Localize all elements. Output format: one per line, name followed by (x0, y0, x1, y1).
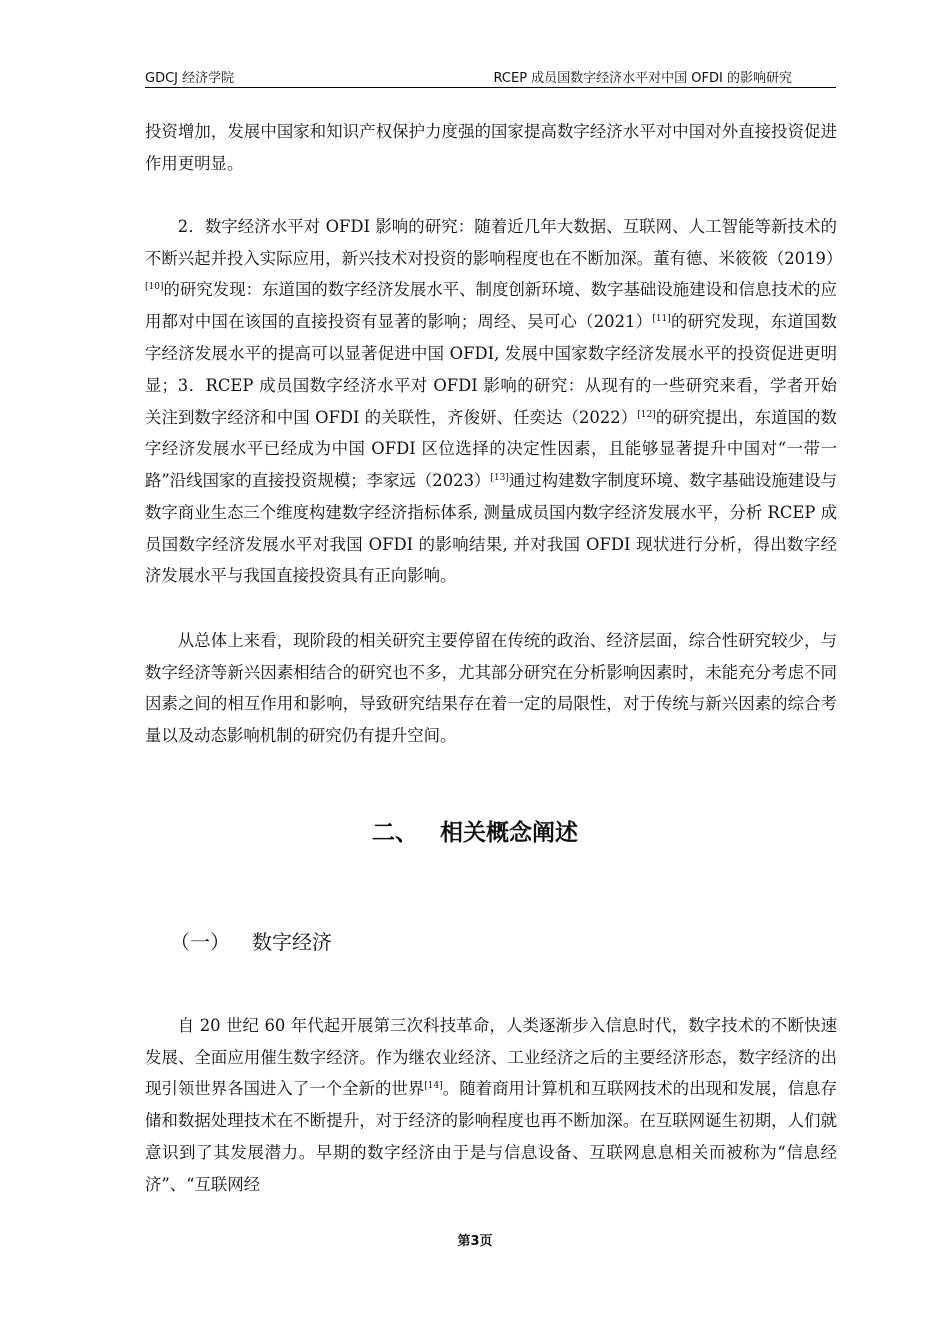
citation-10: [10] (145, 282, 164, 293)
citation-13: [13] (490, 473, 509, 484)
paragraph-3 (145, 370, 837, 592)
header-title: RCEP 成员国数字经济水平对中国 OFDI 的影响研究 (493, 71, 792, 86)
subsection-title: 数字经济 (252, 930, 332, 954)
paragraph-5-part-b: 。随着商用计算机和互联网技术的出现和发展，信息存储和数据处理技术在不断提升，对于经济的影响程度也再不断加深。在互联网诞生初期，人们就意识到了其发展潜力。早期的数字经济由于是与信息设备、互联网息息相关而被称为“信息经济”、“互联网经 (145, 1079, 838, 1194)
paragraph-1: 投资增加，发展中国家和知识产权保护力度强的国家提高数字经济水平对中国对外直接投资促进作用更明显。 (145, 122, 837, 173)
paragraph-2-part-c: 的研究发现，东道国数字经济发展水平的提高可以显著促进中国 OFDI, 发展中国家数字经济发展水平的投资促进更明显； (145, 312, 837, 395)
paragraph-5-part-a: 自 20 世纪 60 年代起开展第三次科技革命，人类逐渐步入信息时代，数字技术的不断快速发展、全面应用催生数字经济。作为继农业经济、工业经济之后的主要经济形态，数字经济的出现引领世界各国进入了一个全新的世界 (145, 1016, 837, 1099)
paragraph-4: 从总体上来看，现阶段的相关研究主要停留在传统的政治、经济层面，综合性研究较少，与数字经济等新兴因素相结合的研究也不多，尤其部分研究在分析影响因素时，未能充分考虑不同因素之间的相互作用和影响，导致研究结果存在着一定的局限性，对于传统与新兴因素的综合考量以及动态影响机制的研究仍有提升空间。 (145, 631, 837, 746)
page-number: 第3页 (457, 1234, 493, 1249)
paragraph-3-part-a: 3．RCEP 成员国数字经济水平对 OFDI 影响的研究：从现有的一些研究来看，学者开始关注到数字经济和中国 OFDI 的关联性，齐俊妍、任奕达（2022） (145, 376, 837, 427)
citation-11: [11] (652, 314, 671, 325)
paragraph-3-part-b: 的研究提出，东道国的数字经济发展水平已经成为中国 OFDI 区位选择的决定性因素，且能够显著提升中国对“一带一路”沿线国家的直接投资规模；李家远（2023） (145, 407, 837, 491)
citation-12: [12] (637, 409, 656, 420)
paragraph-5 (145, 1010, 837, 1200)
section-heading (0, 814, 950, 847)
page-header (145, 65, 836, 88)
subsection-heading (170, 926, 332, 955)
section-number: 二、 (372, 820, 418, 846)
paragraph-2-part-b: 的研究发现：东道国的数字经济发展水平、制度创新环境、数字基础设施建设和信息技术的应用都对中国在该国的直接投资有显著的影响；周经、吴可心（2021） (145, 280, 837, 332)
citation-14: [14] (424, 1081, 443, 1092)
paragraph-3-part-c: 通过构建数字制度环境、数字基础设施建设与数字商业生态三个维度构建数字经济指标体系, 测量成员国内数字经济发展水平，分析 RCEP 成员国数字经济发展水平对我国 OFDI 的影响结果, 并对我国 OFDI 现状进行分析，得出数字经济发展水平与我国直接投资具有正向影响。 (145, 471, 838, 586)
section-title: 相关概念阐述 (440, 820, 578, 846)
header-school: GDCJ 经济学院 (145, 71, 235, 86)
paragraph-2-part-a: 2．数字经济水平对 OFDI 影响的研究：随着近几年大数据、互联网、人工智能等新技术的不断兴起并投入实际应用，新兴技术对投资的影响程度也在不断加深。董有德、米筱筱（2019） (145, 217, 843, 268)
subsection-number: （一） (170, 930, 230, 954)
